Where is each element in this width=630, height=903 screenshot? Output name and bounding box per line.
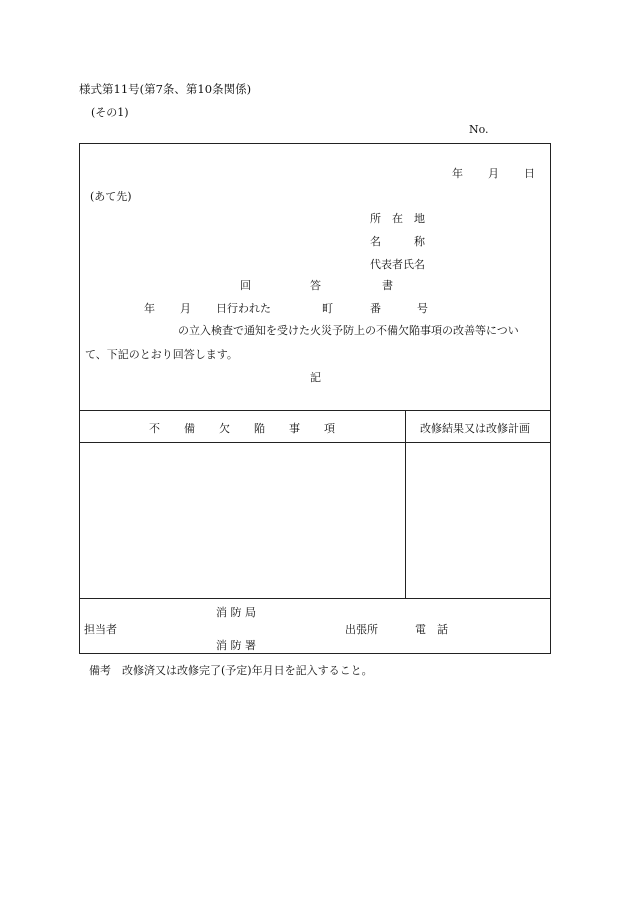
col1-body-cell — [80, 443, 405, 598]
branch-label: 出張所 — [345, 623, 378, 636]
col1-header-char-1: 不 — [149, 422, 160, 435]
body-banchi: 番 — [370, 302, 381, 315]
body-go: 号 — [417, 302, 428, 315]
body-month: 月 — [180, 302, 191, 315]
representative-label: 代表者氏名 — [370, 258, 425, 271]
col1-header-char-5: 事 — [289, 422, 300, 435]
heading-char-3: 書 — [382, 279, 393, 292]
tanto-label: 担当者 — [84, 623, 117, 636]
body-line-2: の立入検査で通知を受けた火災予防上の不備欠陥事項の改善等につい — [178, 324, 519, 337]
fire-bureau: 消 防 局 — [216, 606, 256, 619]
body-town: 町 — [322, 302, 333, 315]
number-label: No. — [469, 123, 489, 136]
col1-header-char-2: 備 — [184, 422, 195, 435]
date-year: 年 — [452, 167, 463, 180]
heading-char-1: 回 — [240, 279, 251, 292]
col1-header-char-4: 陥 — [254, 422, 265, 435]
date-month: 月 — [488, 167, 499, 180]
body-line-3: て、下記のとおり回答します。 — [85, 348, 238, 361]
addressee: (あて先) — [90, 190, 132, 203]
ki-mark: 記 — [310, 371, 321, 384]
name-label: 名 称 — [370, 235, 425, 248]
date-day: 日 — [524, 167, 535, 180]
body-year: 年 — [144, 302, 155, 315]
table-top-line — [79, 410, 551, 411]
col1-header-char-3: 欠 — [219, 422, 230, 435]
remarks-note: 備考 改修済又は改修完了(予定)年月日を記入すること。 — [89, 664, 373, 677]
col2-body-cell — [406, 443, 550, 598]
address-label: 所 在 地 — [370, 212, 425, 225]
col1-header-char-6: 項 — [324, 422, 335, 435]
body-day-text: 日行われた — [216, 302, 271, 315]
form-title: 様式第11号(第7条、第10条関係) — [79, 82, 252, 96]
col2-header: 改修結果又は改修計画 — [420, 422, 530, 435]
phone-label: 電 話 — [415, 623, 448, 636]
heading-char-2: 答 — [310, 279, 321, 292]
table-bottom-line — [79, 598, 551, 599]
form-subtitle: (その1) — [91, 106, 129, 119]
fire-station: 消 防 署 — [216, 639, 256, 652]
